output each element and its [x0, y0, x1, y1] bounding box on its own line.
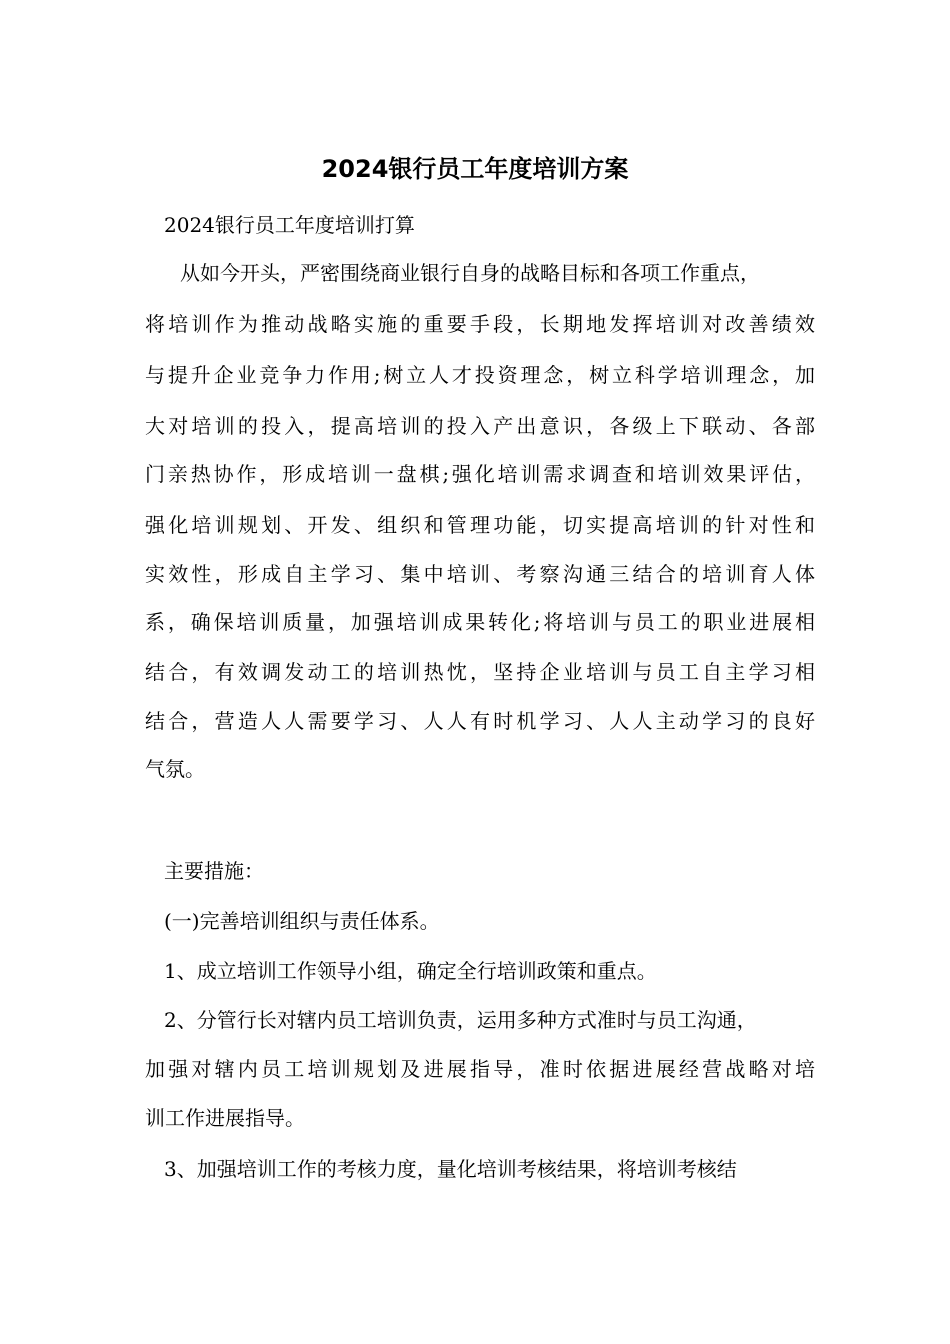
paragraph-line: 实效性，形成自主学习、集中培训、考察沟通三结合的培训育人体 — [145, 562, 815, 586]
paragraph-line: 门亲热协作，形成培训一盘棋;强化培训需求调查和培训效果评估， — [145, 462, 815, 486]
list-item-continuation: 训工作进展指导。 — [145, 1106, 305, 1130]
paragraph-line: 强化培训规划、开发、组织和管理功能，切实提高培训的针对性和 — [145, 513, 815, 537]
paragraph-line: 系，确保培训质量，加强培训成果转化;将培训与员工的职业进展相 — [145, 610, 815, 634]
paragraph-line: 将培训作为推动战略实施的重要手段，长期地发挥培训对改善绩效 — [145, 312, 815, 336]
paragraph-line: 从如今开头，严密围绕商业银行自身的战略目标和各项工作重点， — [180, 261, 760, 285]
list-item: 2、分管行长对辖内员工培训负责，运用多种方式准时与员工沟通， — [164, 1008, 757, 1032]
paragraph-line: 气氛。 — [145, 757, 205, 781]
document-title: 2024银行员工年度培训方案 — [321, 155, 629, 183]
paragraph-line: 与提升企业竞争力作用;树立人才投资理念，树立科学培训理念，加 — [145, 363, 815, 387]
paragraph-line: 结合，有效调发动工的培训热忱，坚持企业培训与员工自主学习相 — [145, 660, 815, 684]
paragraph-line: 结合，营造人人需要学习、人人有时机学习、人人主动学习的良好 — [145, 709, 815, 733]
list-item: 3、加强培训工作的考核力度，量化培训考核结果，将培训考核结 — [164, 1157, 737, 1181]
document-subtitle: 2024银行员工年度培训打算 — [164, 213, 415, 237]
measures-heading: 主要措施： — [164, 859, 264, 883]
paragraph-line: 大对培训的投入，提高培训的投入产出意识，各级上下联动、各部 — [145, 414, 815, 438]
list-item: 1、成立培训工作领导小组，确定全行培训政策和重点。 — [164, 959, 657, 983]
list-item-continuation: 加强对辖内员工培训规划及进展指导，准时依据进展经营战略对培 — [145, 1057, 815, 1081]
section-heading: (一)完善培训组织与责任体系。 — [164, 909, 440, 933]
